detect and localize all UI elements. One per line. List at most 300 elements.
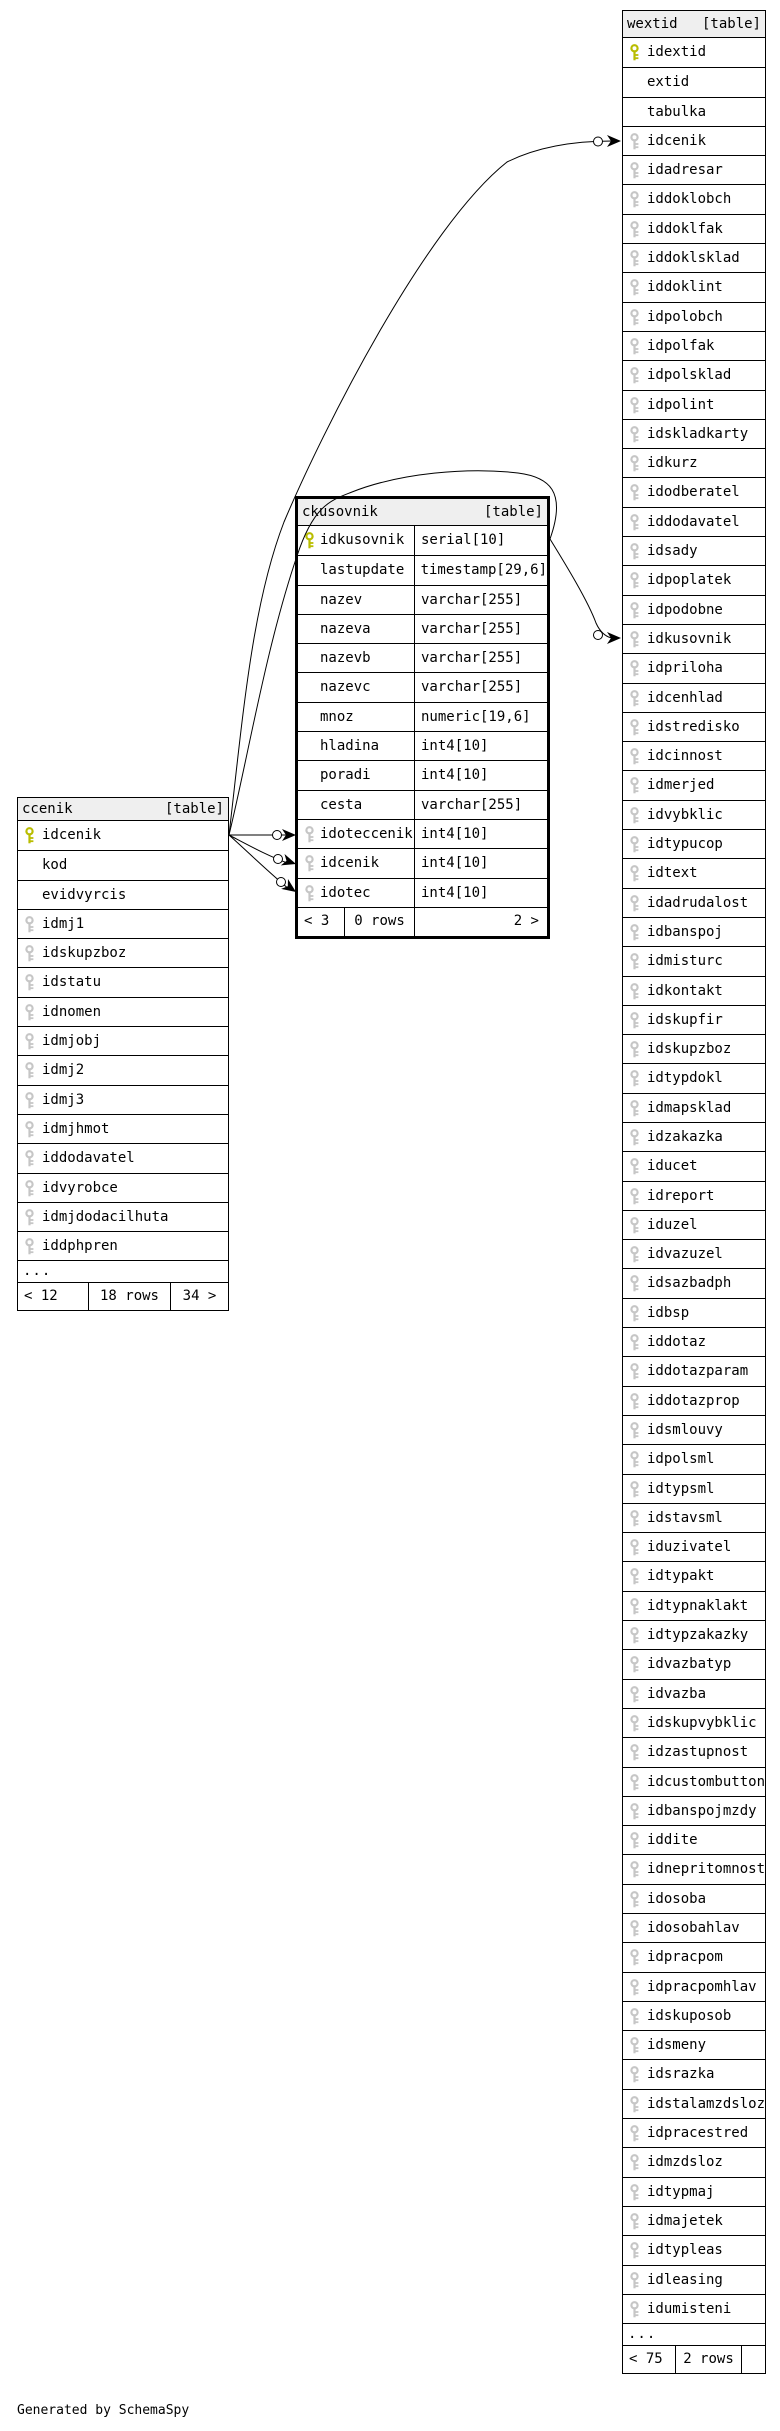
foreign-key-icon <box>628 1656 641 1673</box>
column-row-idkontakt <box>623 976 765 1005</box>
column-row-idzakazka <box>623 1122 765 1151</box>
column-row-idstavsml <box>623 1503 765 1532</box>
foreign-key-icon <box>23 974 36 991</box>
foreign-key-icon <box>628 748 641 765</box>
column-list <box>18 821 228 1260</box>
column-name: idstatu <box>42 974 102 991</box>
column-name: idbsp <box>647 1304 690 1321</box>
column-row-idmzdsloz <box>623 2147 765 2176</box>
column-row-idcenhlad <box>623 683 765 712</box>
column-name: idodberatel <box>647 484 740 501</box>
column-row-idcenik <box>298 848 547 877</box>
table-type-tag: [table] <box>483 504 543 520</box>
column-row-idadrudalost <box>623 888 765 917</box>
column-name: iddphpren <box>42 1238 118 1255</box>
foreign-key-icon <box>628 572 641 589</box>
column-row-idskupfir <box>623 1005 765 1034</box>
column-row-iddphpren <box>18 1231 228 1260</box>
column-name: idpoplatek <box>647 572 732 589</box>
foreign-key-icon <box>23 1092 36 1109</box>
column-name: idstredisko <box>647 718 740 735</box>
foreign-key-icon <box>628 1803 641 1820</box>
edge-ckusovnik-to-wextid-idkusovnik <box>550 539 612 638</box>
column-name: iducet <box>647 1158 698 1175</box>
column-name: idnomen <box>42 1003 102 1020</box>
foreign-key-icon <box>303 855 316 872</box>
column-list <box>298 526 547 907</box>
column-row-iddotazparam <box>623 1356 765 1385</box>
column-type: varchar[255] <box>421 620 523 637</box>
column-row-idcenik <box>18 821 228 850</box>
column-row-idsazbadph <box>623 1268 765 1297</box>
foreign-key-icon <box>23 1004 36 1021</box>
foreign-key-icon <box>23 1209 36 1226</box>
foreign-key-icon <box>628 2125 641 2142</box>
column-name: idcenhlad <box>647 689 723 706</box>
foreign-key-icon <box>628 1217 641 1234</box>
edge-ccenik-to-ckusovnik-idcenik <box>229 835 290 864</box>
column-row-idpoplatek <box>623 565 765 594</box>
foreign-key-icon <box>628 1393 641 1410</box>
foreign-key-icon <box>23 1150 36 1167</box>
column-row-idsady <box>623 536 765 565</box>
column-row-mnoz <box>298 702 547 731</box>
column-row-tabulka <box>623 97 765 126</box>
column-row-idbanspojmzdy <box>623 1796 765 1825</box>
foreign-key-icon <box>628 1188 641 1205</box>
column-row-poradi <box>298 760 547 789</box>
column-row-iddodavatel <box>623 507 765 536</box>
column-type: int4[10] <box>421 884 489 901</box>
foreign-key-icon <box>628 1861 641 1878</box>
column-name: idmisturc <box>647 953 723 970</box>
column-name: idtypsml <box>647 1480 715 1497</box>
column-row-idtext <box>623 858 765 887</box>
foreign-key-icon <box>628 1275 641 1292</box>
column-row-idmjobj <box>18 1026 228 1055</box>
column-row-lastupdate <box>298 555 547 584</box>
column-type: varchar[255] <box>421 650 523 667</box>
column-name: idkurz <box>647 455 698 472</box>
foreign-key-icon <box>628 1568 641 1585</box>
column-row-idskupzboz <box>623 1034 765 1063</box>
column-name: idoteccenik <box>298 820 415 848</box>
column-row-idpracpom <box>623 1942 765 1971</box>
column-row-idosoba <box>623 1884 765 1913</box>
foreign-key-icon <box>628 191 641 208</box>
column-name: idtypdokl <box>647 1070 723 1087</box>
column-name: hladina <box>298 732 415 760</box>
column-name: idvyrobce <box>42 1179 118 1196</box>
foreign-key-icon <box>23 1033 36 1050</box>
foreign-key-icon <box>628 2272 641 2289</box>
column-name: iddodavatel <box>42 1150 135 1167</box>
column-name: idmjobj <box>42 1033 102 1050</box>
foreign-key-icon <box>628 1041 641 1058</box>
column-row-idumisteni <box>623 2294 765 2323</box>
column-name: idvazba <box>647 1685 707 1702</box>
column-row-iduzivatel <box>623 1532 765 1561</box>
connector-circle-ckusovnik-idotec <box>277 878 286 887</box>
column-row-idpriloha <box>623 653 765 682</box>
foreign-key-icon <box>628 1510 641 1527</box>
column-type: serial[10] <box>421 532 506 548</box>
column-name: idtext <box>647 865 698 882</box>
foreign-key-icon <box>628 397 641 414</box>
foreign-key-icon <box>628 2184 641 2201</box>
column-name: idcenik <box>42 827 102 843</box>
column-row-idmj1 <box>18 909 228 938</box>
column-name: idmj3 <box>42 1091 85 1108</box>
column-row-idkurz <box>623 448 765 477</box>
column-name: idleasing <box>647 2271 723 2288</box>
column-row-idstredisko <box>623 712 765 741</box>
column-name: iddoklsklad <box>647 250 740 267</box>
column-name: idtypmaj <box>647 2183 715 2200</box>
column-name: idosobahlav <box>647 1920 740 1936</box>
column-name: tabulka <box>647 103 707 120</box>
column-row-idkusovnik <box>623 624 765 653</box>
column-row-idosobahlav <box>623 1913 765 1942</box>
column-name: evidvyrcis <box>42 886 127 903</box>
column-row-extid <box>623 67 765 96</box>
column-name: idpodobne <box>647 601 723 618</box>
foreign-key-icon <box>628 1891 641 1908</box>
column-row-idbsp <box>623 1298 765 1327</box>
foreign-key-icon <box>628 1100 641 1117</box>
column-row-idmj2 <box>18 1055 228 1084</box>
column-row-idtypnaklakt <box>623 1591 765 1620</box>
column-row-iddoklsklad <box>623 243 765 272</box>
column-row-idpolobch <box>623 302 765 331</box>
column-row-idsmeny <box>623 2030 765 2059</box>
column-row-idcinnost <box>623 741 765 770</box>
foreign-key-icon <box>23 1180 36 1197</box>
column-name: iddotazprop <box>647 1392 740 1409</box>
foreign-key-icon <box>628 836 641 853</box>
column-name: idmjdodacilhuta <box>42 1208 169 1225</box>
column-row-idtypucop <box>623 829 765 858</box>
column-type: varchar[255] <box>421 591 523 608</box>
foreign-key-icon <box>628 2096 641 2113</box>
hidden-children-count <box>741 2346 765 2373</box>
column-row-nazevc <box>298 672 547 701</box>
foreign-key-icon <box>628 953 641 970</box>
column-name: idpracpom <box>647 1949 723 1966</box>
foreign-key-icon <box>628 777 641 794</box>
row-count: 2 rows <box>675 2346 741 2373</box>
foreign-key-icon <box>628 338 641 355</box>
column-type: int4[10] <box>421 855 489 872</box>
column-name: idzastupnost <box>647 1744 749 1761</box>
column-name: lastupdate <box>298 556 415 584</box>
foreign-key-icon <box>628 1158 641 1175</box>
column-row-idskupvybklic <box>623 1708 765 1737</box>
foreign-key-icon <box>303 885 316 902</box>
hidden-parents-count: < 3 <box>304 912 330 929</box>
foreign-key-icon <box>628 1920 641 1937</box>
column-name: idcenik <box>647 132 707 149</box>
foreign-key-icon <box>628 1744 641 1761</box>
foreign-key-icon <box>628 1305 641 1322</box>
column-row-idmj3 <box>18 1085 228 1114</box>
column-type: int4[10] <box>421 767 489 784</box>
column-name: idvazuzel <box>647 1246 723 1263</box>
foreign-key-icon <box>628 1451 641 1468</box>
primary-key-icon <box>23 827 36 844</box>
column-name: iddoklobch <box>647 191 732 208</box>
column-name: nazev <box>298 586 415 614</box>
column-row-idcustombutton <box>623 1767 765 1796</box>
foreign-key-icon <box>628 983 641 1000</box>
foreign-key-icon <box>628 367 641 384</box>
foreign-key-icon <box>628 2008 641 2025</box>
column-name: poradi <box>298 761 415 789</box>
column-name: idkontakt <box>647 982 723 999</box>
connector-circle-ckusovnik-idoteccenik <box>273 831 282 840</box>
foreign-key-icon <box>628 1539 641 1556</box>
column-row-idvazbatyp <box>623 1649 765 1678</box>
column-name: idtypnaklakt <box>647 1597 749 1614</box>
column-type: varchar[255] <box>421 796 523 813</box>
foreign-key-icon <box>628 1832 641 1849</box>
column-name: idmj2 <box>42 1062 85 1079</box>
foreign-key-icon <box>628 1686 641 1703</box>
foreign-key-icon <box>628 309 641 326</box>
foreign-key-icon <box>628 2213 641 2230</box>
column-name: nazeva <box>298 615 415 643</box>
column-row-idkusovnik <box>298 526 547 555</box>
column-name: idstavsml <box>647 1509 723 1526</box>
column-row-idmapsklad <box>623 1093 765 1122</box>
foreign-key-icon <box>23 1062 36 1079</box>
connector-circle-wextid-idcenik <box>594 137 603 146</box>
column-name: idskladkarty <box>647 425 749 442</box>
column-name: idpolsml <box>647 1451 715 1468</box>
column-name: idmapsklad <box>647 1099 732 1116</box>
connector-circle-wextid-idkusovnik <box>594 631 603 640</box>
foreign-key-icon <box>23 945 36 962</box>
column-type: int4[10] <box>421 825 489 842</box>
column-type: int4[10] <box>421 738 489 755</box>
foreign-key-icon <box>23 1121 36 1138</box>
table-name: wextid <box>627 16 678 32</box>
hidden-parents-count: < 75 <box>629 2351 663 2368</box>
column-name: idadrudalost <box>647 894 749 911</box>
column-name: iddotaz <box>647 1334 707 1351</box>
foreign-key-icon <box>23 916 36 933</box>
column-row-idpolsml <box>623 1444 765 1473</box>
column-row-idvyrobce <box>18 1173 228 1202</box>
column-row-idmisturc <box>623 946 765 975</box>
column-name: idosoba <box>647 1890 707 1907</box>
column-name: idnepritomnost <box>647 1861 766 1878</box>
column-name: idotec <box>298 879 415 907</box>
column-name: idextid <box>647 44 707 60</box>
column-row-nazevb <box>298 643 547 672</box>
column-name: idsrazka <box>647 2066 715 2083</box>
column-name: extid <box>647 74 690 91</box>
column-row-idsrazka <box>623 2059 765 2088</box>
column-name: iddoklint <box>647 279 723 296</box>
table-header[interactable] <box>18 798 228 821</box>
column-name: idcenik <box>298 849 415 877</box>
column-row-idpolfak <box>623 331 765 360</box>
foreign-key-icon <box>628 865 641 882</box>
column-row-iducet <box>623 1151 765 1180</box>
column-name: idpolsklad <box>647 367 732 384</box>
column-row-kod <box>18 850 228 879</box>
foreign-key-icon <box>628 221 641 238</box>
column-name: idcinnost <box>647 748 723 765</box>
foreign-key-icon <box>628 250 641 267</box>
column-row-idtypzakazky <box>623 1620 765 1649</box>
column-name: idzakazka <box>647 1128 723 1145</box>
column-name: idpolobch <box>647 308 723 325</box>
column-name: iddodavatel <box>647 513 740 530</box>
column-row-idoteccenik <box>298 819 547 848</box>
column-name: idmjhmot <box>42 1120 110 1137</box>
column-name: iddotazparam <box>647 1363 749 1380</box>
column-name: idpriloha <box>647 660 723 677</box>
foreign-key-icon <box>628 2242 641 2259</box>
foreign-key-icon <box>628 2301 641 2318</box>
column-name: idpolint <box>647 396 715 413</box>
column-row-idpodobne <box>623 595 765 624</box>
foreign-key-icon <box>628 1246 641 1263</box>
foreign-key-icon <box>628 162 641 179</box>
column-row-nazeva <box>298 614 547 643</box>
foreign-key-icon <box>628 1949 641 1966</box>
column-name: idtypakt <box>647 1568 715 1585</box>
column-type: timestamp[29,6] <box>420 562 547 579</box>
table-footer <box>18 1282 228 1310</box>
foreign-key-icon <box>628 455 641 472</box>
column-row-idleasing <box>623 2265 765 2294</box>
column-type: numeric[19,6] <box>421 708 531 725</box>
column-name: iduzel <box>647 1216 698 1233</box>
column-row-idotec <box>298 878 547 907</box>
more-columns-ellipsis: ... <box>623 2323 765 2345</box>
arrowhead-wextid-idkusovnik <box>607 632 621 644</box>
foreign-key-icon <box>628 426 641 443</box>
foreign-key-icon <box>628 631 641 648</box>
table-ckusovnik[interactable] <box>295 496 550 939</box>
column-name: iduzivatel <box>647 1539 732 1556</box>
column-row-idstatu <box>18 967 228 996</box>
column-name: kod <box>42 857 68 874</box>
column-row-idtypsml <box>623 1474 765 1503</box>
column-row-hladina <box>298 731 547 760</box>
column-row-idtypmaj <box>623 2177 765 2206</box>
column-name: idpolfak <box>647 337 715 354</box>
column-name: idskupfir <box>647 1011 723 1028</box>
column-name: idskuposob <box>647 2007 732 2024</box>
column-list <box>623 38 765 2323</box>
primary-key-icon <box>303 532 316 549</box>
foreign-key-icon <box>628 1715 641 1732</box>
column-name: idskupzboz <box>42 945 127 962</box>
foreign-key-icon <box>628 1481 641 1498</box>
column-name: idpracestred <box>647 2125 749 2142</box>
foreign-key-icon <box>628 2037 641 2054</box>
column-row-iddoklint <box>623 272 765 301</box>
column-row-idextid <box>623 38 765 67</box>
column-name: idbanspojmzdy <box>647 1802 757 1819</box>
foreign-key-icon <box>628 924 641 941</box>
generated-by-label: Generated by SchemaSpy <box>17 2403 190 2418</box>
table-name: ccenik <box>22 801 73 817</box>
column-row-idpolint <box>623 390 765 419</box>
foreign-key-icon <box>628 1627 641 1644</box>
hidden-children-count: 2 > <box>414 908 547 936</box>
column-row-iduzel <box>623 1210 765 1239</box>
column-name: nazevc <box>298 673 415 701</box>
foreign-key-icon <box>628 660 641 677</box>
column-name: idmzdsloz <box>647 2154 723 2171</box>
table-name: ckusovnik <box>302 504 378 520</box>
column-row-evidvyrcis <box>18 880 228 909</box>
hidden-parents-count: < 12 <box>24 1288 58 1305</box>
foreign-key-icon <box>628 1334 641 1351</box>
foreign-key-icon <box>628 1363 641 1380</box>
foreign-key-icon <box>628 807 641 824</box>
column-row-idskuposob <box>623 2001 765 2030</box>
column-type: varchar[255] <box>421 679 523 696</box>
column-row-idpracestred <box>623 2118 765 2147</box>
column-row-idtypdokl <box>623 1063 765 1092</box>
arrowhead-wextid-idcenik <box>607 135 621 147</box>
column-name: idreport <box>647 1187 715 1204</box>
column-name: idvazbatyp <box>647 1656 732 1673</box>
column-row-idstalamzdsloz <box>623 2089 765 2118</box>
foreign-key-icon <box>628 1422 641 1439</box>
more-columns-ellipsis: ... <box>18 1260 228 1282</box>
column-name: idumisteni <box>647 2300 732 2317</box>
foreign-key-icon <box>628 1774 641 1791</box>
column-row-iddodavatel <box>18 1143 228 1172</box>
column-name: idkusovnik <box>647 630 732 647</box>
column-name: nazevb <box>298 644 415 672</box>
table-header[interactable] <box>298 499 547 526</box>
column-name: idtypzakazky <box>647 1627 749 1644</box>
foreign-key-icon <box>628 543 641 560</box>
table-header[interactable] <box>623 11 765 38</box>
column-row-idnepritomnost <box>623 1854 765 1883</box>
column-name: idkusovnik <box>298 526 415 555</box>
column-row-nazev <box>298 585 547 614</box>
foreign-key-icon <box>628 2154 641 2171</box>
column-row-idcenik <box>623 126 765 155</box>
table-ccenik[interactable] <box>17 797 229 1311</box>
table-wextid[interactable] <box>622 10 766 2374</box>
table-type-tag: [table] <box>701 16 761 32</box>
arrowhead-ckusovnik-idoteccenik <box>282 829 296 841</box>
column-row-iddotazprop <box>623 1386 765 1415</box>
foreign-key-icon <box>628 895 641 912</box>
column-name: idmajetek <box>647 2212 723 2229</box>
column-name: idstalamzdsloz <box>647 2095 766 2112</box>
foreign-key-icon <box>628 133 641 150</box>
column-name: idadresar <box>647 162 723 179</box>
column-row-idpracpomhlav <box>623 1972 765 2001</box>
column-row-idbanspoj <box>623 917 765 946</box>
foreign-key-icon <box>628 690 641 707</box>
foreign-key-icon <box>628 1598 641 1615</box>
foreign-key-icon <box>628 1012 641 1029</box>
edge-ccenik-to-ckusovnik-idotec <box>229 835 290 890</box>
column-name: idtypleas <box>647 2242 723 2259</box>
